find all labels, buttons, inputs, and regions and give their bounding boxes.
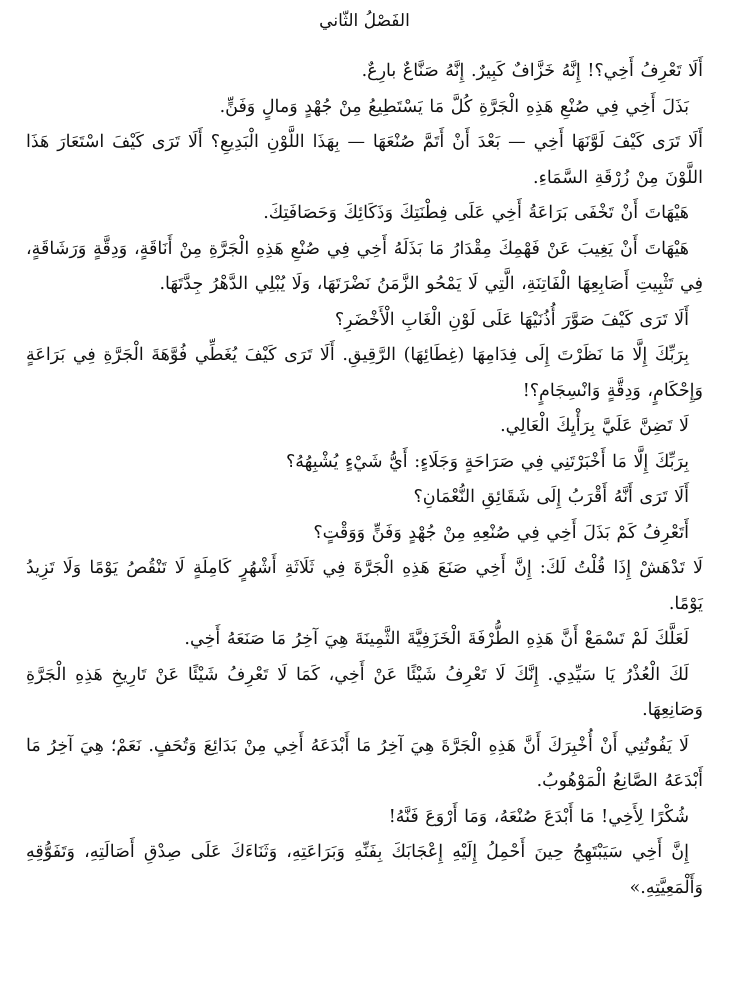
paragraph: أَلَا تَرَى كَيْفَ لَوَّنَهَا أَخِي — بَعْدَ أَنْ أَتَمَّ صُنْعَهَا — بِهَذَا اللَّوْنِ الْبَدِيعِ؟ أَلَا تَرَى كَيْفَ اسْتَعَارَ هَذَا اللَّوْنَ مِنْ زُرْقَةِ السَّمَاءِ. — [26, 132, 703, 188]
paragraph: أَلَا تَرَى كَيْفَ صَوَّرَ أُذُنَيْهَا عَلَى لَوْنِ الْغَابِ الْأَخْضَرِ؟ — [334, 309, 689, 330]
paragraph: بَذَلَ أَخِي فِي صُنْعِ هَذِهِ الْجَرَّةِ كُلَّ مَا يَسْتَطِيعُ مِنْ جُهْدٍ وَمالٍ وَفَنٍّ. — [219, 96, 689, 117]
paragraph: لَا يَفُوتُنِي أَنْ أُخْبِرَكَ أَنَّ هَذِهِ الْجَرَّةَ هِيَ آخِرُ مَا أَبْدَعَهُ أَخِي مِنْ بَدَائِعَ وَتُحَفٍ. نَعَمْ؛ هِيَ آخِرُ مَا أَبْدَعَهُ الصَّانِعُ الْمَوْهُوبُ. — [26, 735, 703, 791]
paragraph: أَلَا تَرَى أَنَّهُ أَقْرَبُ إِلَى شَقَائِقِ النُّعْمَانِ؟ — [413, 487, 689, 507]
paragraph: هَيْهَاتَ أَنْ تَخْفَى بَرَاعَةُ أَخِي عَلَى فِطْنَتِكَ وَذَكَائِكَ وَحَصَافَتِكَ. — [263, 203, 689, 223]
paragraph: لَكَ الْعُذْرُ يَا سَيِّدِي. إِنَّكَ لَا تَعْرِفُ شَيْئًا عَنْ أَخِي، كَمَا لَا تَعْرِفُ شَيْئًا عَنْ تَارِيخِ هَذِهِ الْجَرَّةِ وَصَانِعِهَا. — [26, 664, 703, 720]
body-text — [26, 54, 703, 906]
chapter-title: الفَصْلُ الثّاني — [319, 11, 410, 31]
paragraph: أَلَا تَعْرِفُ أَخِي؟! إِنَّهُ خَزَّافٌ كَبِيرٌ. إِنَّهُ صَنَّاعٌ بارِعٌ. — [361, 61, 703, 81]
paragraph: لَا تَضِنَّ عَلَيَّ بِرَأْيِكَ الْعَالِي. — [500, 416, 689, 436]
paragraph: إِنَّ أَخِي سَيَبْتَهِجُ حِينَ أَحْمِلُ إِلَيْهِ إِعْجَابَكَ بِفَنِّهِ وَبَرَاعَتِهِ، وَثَنَاءَكَ عَلَى صِدْقِ أَصَالَتِهِ، وَتَفَوُّقِهِ وَأَلْمَعِيَّتِهِ.» — [26, 842, 703, 898]
paragraph: لَعَلَّكَ لَمْ تَسْمَعْ أَنَّ هَذِهِ الطُّرْفَةَ الْخَزَفِيَّةَ الثَّمِينَةَ هِيَ آخِرُ مَا صَنَعَهُ أَخِي. — [184, 629, 689, 649]
paragraph: بِرَبِّكَ إِلَّا مَا نَظَرْتَ إِلَى فِدَامِهَا (غِطَائِهَا) الرَّقِيقِ. أَلَا تَرَى كَيْفَ يُغَطِّي فُوَّهَةَ الْجَرَّةِ فِي بَرَاعَةٍ وَإِحْكَامٍ، وَدِقَّةٍ وَانْسِجَامٍ؟! — [26, 345, 703, 401]
paragraph: هَيْهَاتَ أَنْ يَغِيبَ عَنْ فَهْمِكَ مِقْدَارُ مَا بَذَلَهُ أَخِي فِي صُنْعِ هَذِهِ الْجَرَّةِ مِنْ أَنَاقَةٍ، وَدِقَّةٍ وَرَشَاقَةٍ، فِي تَثْبِيتِ أَصَابِعِهَا الْفَاتِنَةِ، الَّتِي لَا يَمْحُو الزَّمَنُ نَضْرَتَهَا، وَلَا يُبْلِي الدَّهْرُ جِدَّتَهَا. — [26, 238, 703, 294]
paragraph: شُكْرًا لِأَخِي! مَا أَبْدَعَ صُنْعَهُ، وَمَا أَرْوَعَ فَنَّهُ! — [388, 806, 689, 827]
paragraph: لَا تَدْهَشْ إِذَا قُلْتُ لَكَ: إِنَّ أَخِي صَنَعَ هَذِهِ الْجَرَّةَ فِي ثَلَاثَةِ أَشْهُرٍ كَامِلَةٍ لَا تَنْقُصُ يَوْمًا وَلَا تَزِيدُ يَوْمًا. — [26, 558, 703, 614]
paragraph: بِرَبِّكَ إِلَّا مَا أَخْبَرْتَنِي فِي صَرَاحَةٍ وَجَلَاءٍ: أَيُّ شَيْءٍ يُشْبِهُهُ؟ — [285, 451, 689, 472]
paragraph: أَتَعْرِفُ كَمْ بَذَلَ أَخِي فِي صُنْعِهِ مِنْ جُهْدٍ وَفَنٍّ وَوَقْتٍ؟ — [313, 522, 689, 543]
